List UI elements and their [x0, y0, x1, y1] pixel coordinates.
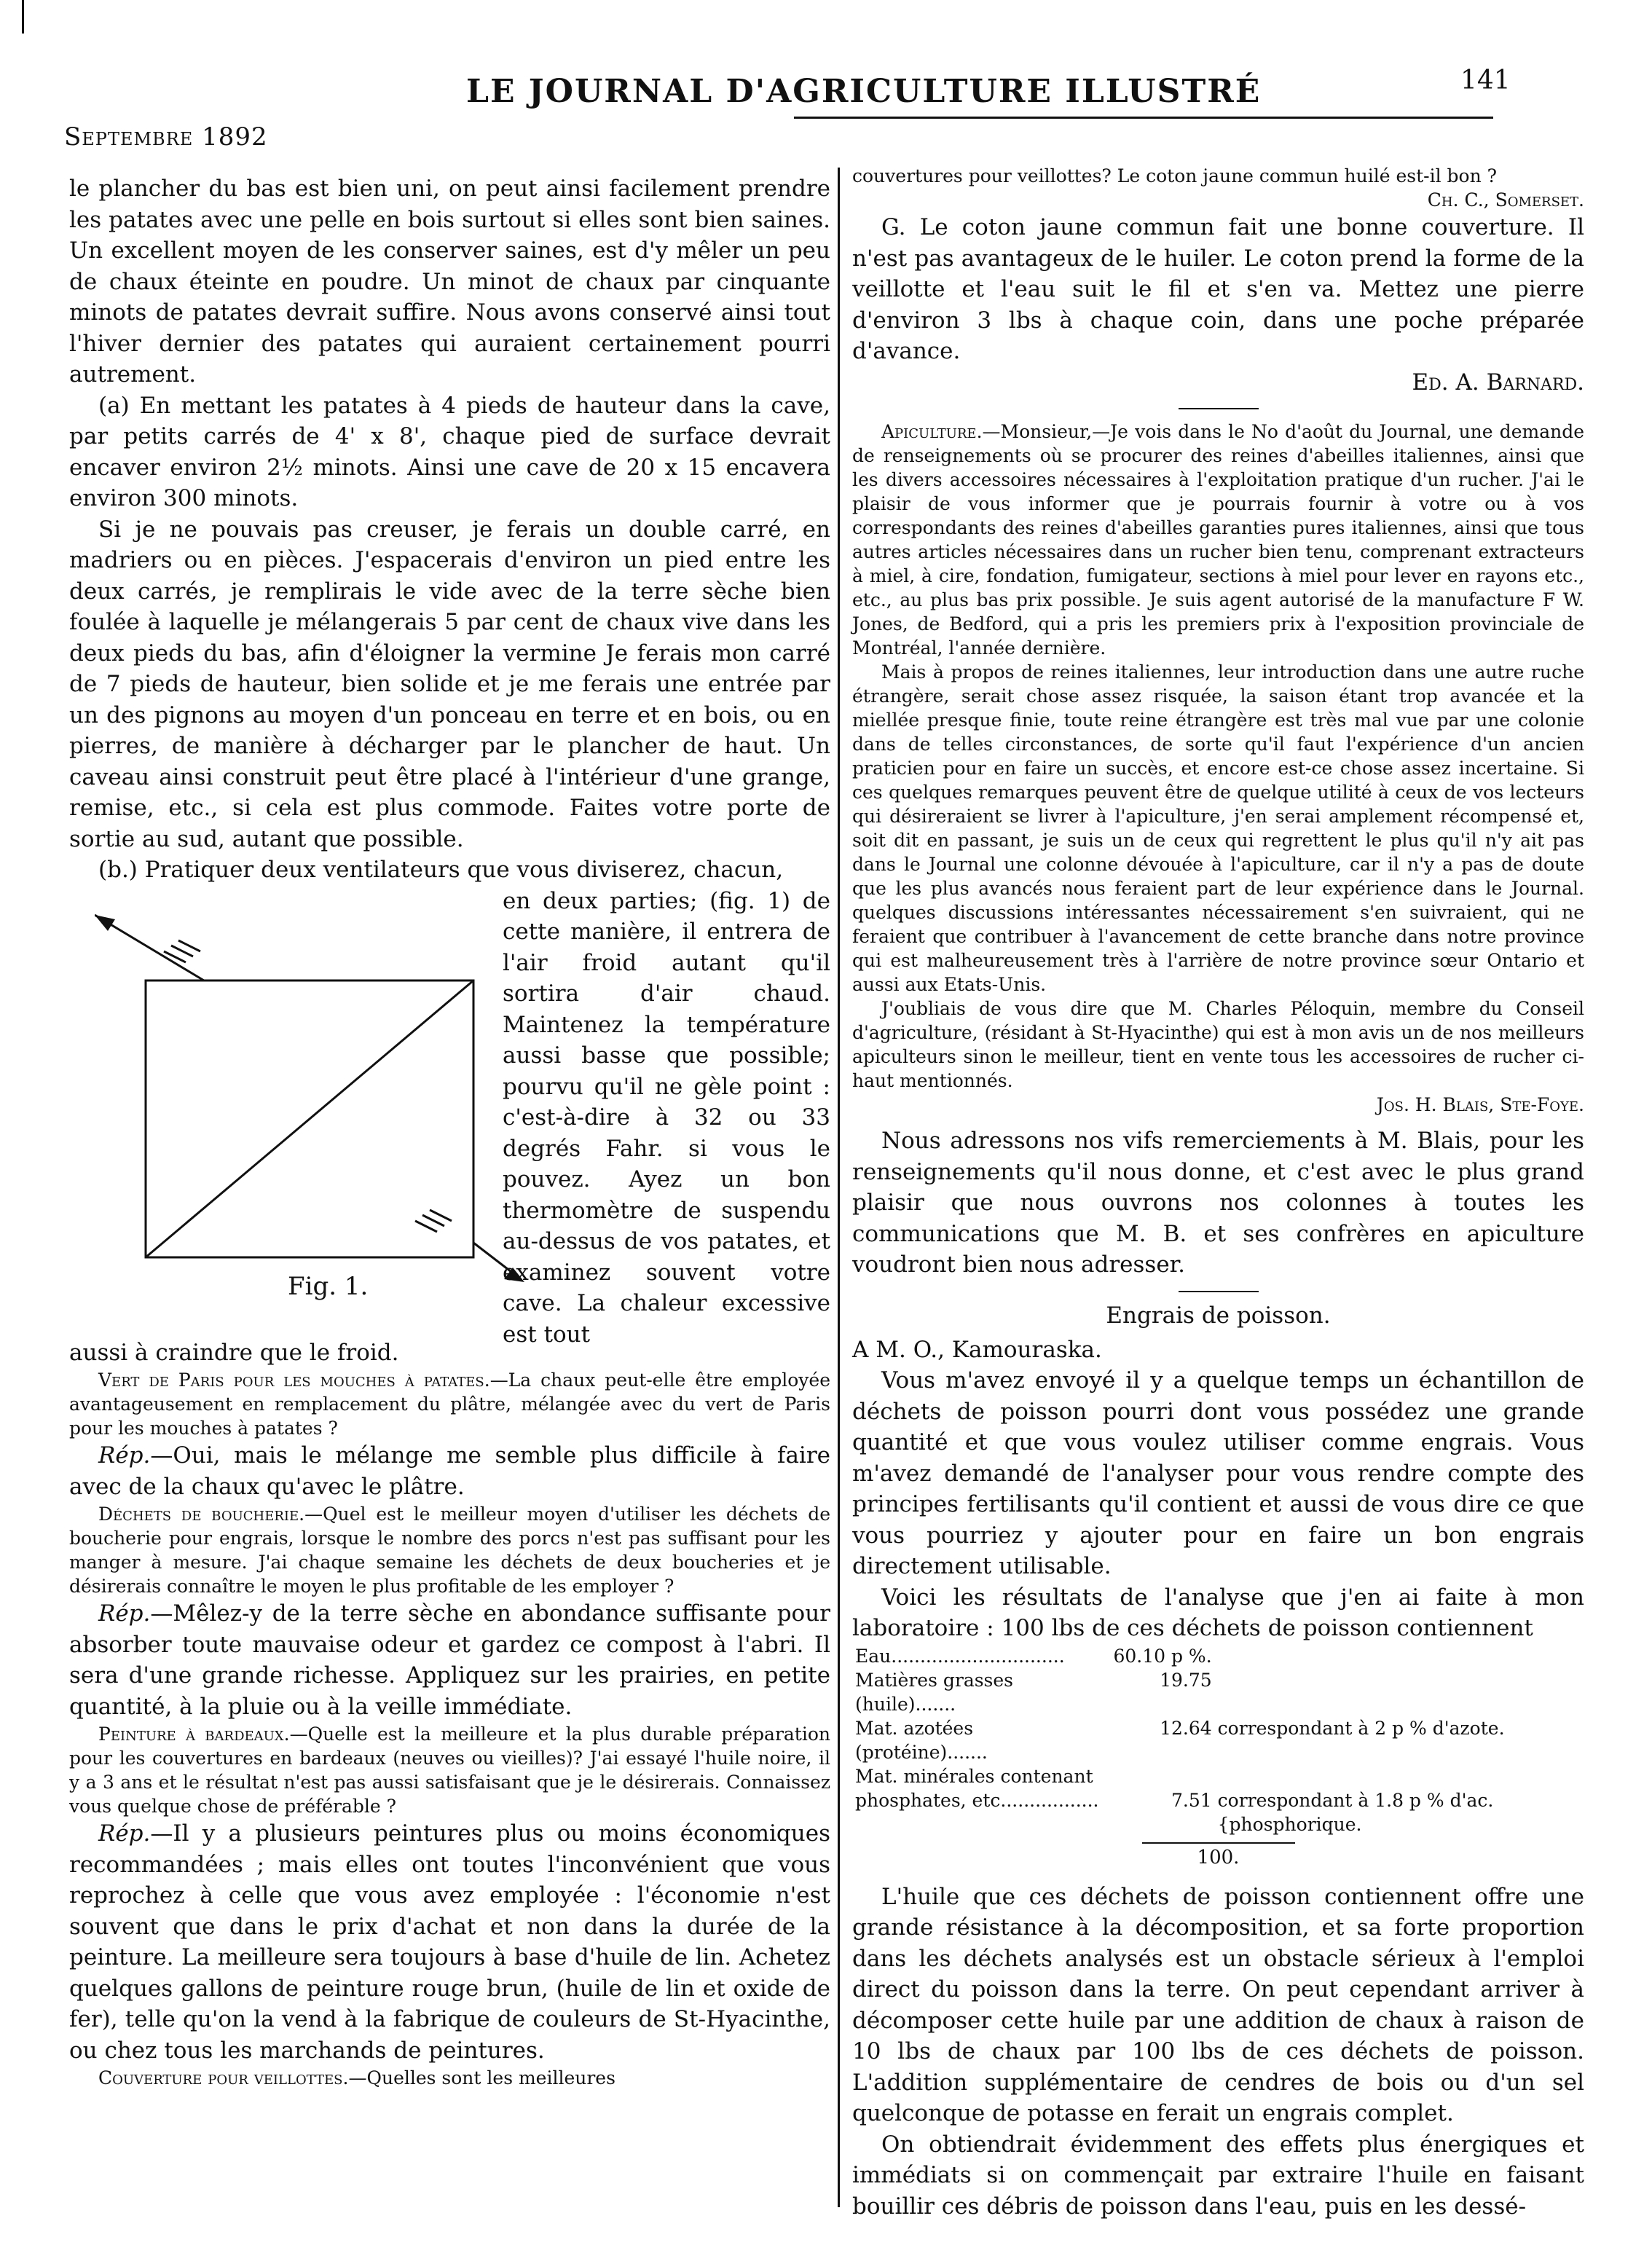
- analysis-note: [1215, 1668, 1584, 1716]
- analysis-value: 7.51: [1171, 1789, 1212, 1811]
- paragraph-potatoes-storage: le plancher du bas est bien uni, on peut ainsi facilement prendre les patates avec une pelle en bois surtout si elles sont bien saines. Un excellent moyen de les conserver saines, est d'y mêler un peu de chaux éteinte en poudre. Un minot de chaux par cinquante minots de patates devrait suffire. Nous avons conservé ainsi tout l'hiver dernier des patates qui auraient certainement pourri autrement.: [69, 176, 830, 388]
- analysis-note: [1215, 1644, 1584, 1668]
- question-signature: Ch. C., Somerset.: [1427, 189, 1584, 211]
- paragraph-note-b-wrap: en deux parties; (fig. 1) de cette manière, il entrera de l'air froid autant qu'il sortira d'air chaud. Maintenez la température aussi basse que possible; pourvu qu'il ne gèle point : c'est-à-dire à 32 ou 33 degrés Fahr. si vous le pouvez. Ayez un bon thermomètre de suspendu au-dessus de vos patates, et examinez souvent votre cave. La chaleur excessive est tout: [503, 887, 830, 1348]
- page-edge-mark: [22, 0, 24, 34]
- answer-body: —Mêlez-y de la terre sèche en abondance suffisante pour absorber toute mauvaise odeur et gardez ce compost à l'abri. Il sera d'une grande richesse. Appliquez sur les prairies, en petite quantité, à la pluie ou à la veille immédiate.: [69, 1600, 830, 1720]
- letter-apiculture-1: [852, 420, 1584, 660]
- section-title-engrais: Engrais de poisson.: [1106, 1302, 1331, 1329]
- answer-body: —Il y a plusieurs peintures plus ou moins économiques recommandées ; mais elles ont toutes l'inconvénient que vous reprochez à celle que vous avez employée : l'économie n'est souvent que dans le prix d'achat et non dans la durée de la peinture. La meilleure sera toujours à base d'huile de lin. Achetez quelques gallons de peinture rouge brun, (huile de lin et oxide de fer), telle qu'on la vend à la fabrique de couleurs de St-Hyacinthe, ou chez tous les marchands de peintures.: [69, 1820, 830, 2064]
- answer-couverture: G. Le coton jaune commun fait une bonne couverture. Il n'est pas avantageux de le huiler. Le coton prend la forme de la veillotte et l'eau suit le fil et s'en va. Mettez une pierre d'environ 3 lbs à chaque coin, dans une poche préparée d'avance.: [852, 214, 1584, 364]
- question-vert-de-paris: [69, 1368, 830, 1440]
- figure-caption: Fig. 1.: [288, 1271, 369, 1301]
- question-heading: Couverture pour veillottes.: [98, 2067, 349, 2088]
- answer-peinture-bardeaux: [69, 1818, 830, 2066]
- table-row: [852, 1716, 1584, 1764]
- question-couverture-continued: couvertures pour veillottes? Le coton jaune commun huilé est-il bon ?: [852, 165, 1498, 186]
- question-couverture-veillottes: [69, 2066, 830, 2090]
- analysis-label: Mat. minérales contenant: [855, 1765, 1093, 1787]
- paragraph-note-a: (a) En mettant les patates à 4 pieds de hauteur dans la cave, par petits carrés de 4' x 8', chaque pied de surface devrait encaver environ 2½ minots. Ainsi une cave de 20 x 15 encavera environ 300 minots.: [69, 392, 830, 511]
- answer-label: Rép.: [98, 1820, 151, 1847]
- answer-vert-de-paris: [69, 1440, 830, 1502]
- question-body: —Quelles sont les meilleures: [348, 2067, 615, 2088]
- ventilator-diagram: [95, 900, 546, 1294]
- separator-rule: [1179, 408, 1259, 409]
- question-heading: Peinture à bardeaux.: [98, 1724, 290, 1745]
- table-row: [852, 1668, 1584, 1716]
- answer-label: Rép.: [98, 1600, 151, 1627]
- analysis-value: 12.64: [1160, 1717, 1212, 1739]
- paragraph-fish-oil: L'huile que ces déchets de poisson contiennent offre une grande résistance à la décomposition, et sa forte proportion dans les déchets analysés est un obstacle sérieux à l'emploi direct du poisson dans la terre. On peut cependant arriver à décomposer cette huile par une addition de chaux à raison de 10 lbs de chaux par 100 lbs de ces déchets de poisson. L'addition supplémentaire de cendres de bois ou d'un sel quelconque de potasse en ferait un engrais complet.: [852, 1883, 1584, 2126]
- separator-rule: [1179, 1291, 1259, 1292]
- paragraph-note-b-start: (b.) Pratiquer deux ventilateurs que vous diviserez, chacun,: [98, 857, 784, 883]
- analysis-value: 60.10 p %.: [1113, 1645, 1212, 1667]
- header-date: Septembre 1892: [64, 122, 268, 152]
- page-number: 141: [1460, 66, 1511, 95]
- analysis-total: 100.: [1197, 1846, 1240, 1868]
- right-column: [852, 164, 1584, 2222]
- question-body: —Quel est le meilleur moyen d'utiliser les déchets de boucherie pour engrais, lorsque le nombre des porcs n'est pas suffisant pour les manger à mesure. J'ai chaque semaine les déchets de deux boucheries et je désirerais connaître le moyen le plus profitable de les employer ?: [69, 1504, 830, 1597]
- analysis-value: 19.75: [1160, 1669, 1212, 1691]
- answer-dechets-boucherie: [69, 1598, 830, 1722]
- left-column: [69, 173, 830, 2090]
- analysis-note: [1215, 1764, 1584, 1788]
- question-heading: Vert de Paris pour les mouches à patates.: [98, 1369, 490, 1391]
- question-body: —La chaux peut-elle être employée avantageusement en remplacement du plâtre, mélangée avec du vert de Paris pour les mouches à patates ?: [69, 1369, 831, 1439]
- table-row: [852, 1644, 1584, 1668]
- letter-apiculture-3: J'oubliais de vous dire que M. Charles Péloquin, membre du Conseil d'agriculture, (résidant à St-Hyacinthe) qui est à mon avis un de nos meilleurs apiculteurs sinon le meilleur, tient en vente tous les accessoires de rucher ci-haut mentionnés.: [852, 998, 1584, 1091]
- analysis-label: Eau..............................: [855, 1645, 1065, 1667]
- letter-apiculture-2: Mais à propos de reines italiennes, leur introduction dans une autre ruche étrangère, serait chose assez risquée, la saison étant trop avancée et la miellée presque finie, toute reine étrangère est très mal vue par une colonie dans de telles circonstances, de sorte qu'il faut l'expérience d'un ancien praticien pour en faire un succès, et encore est-ce chose assez incertaine. Si ces quelques remarques peuvent être de quelque utilité à ceux de vos lecteurs qui désireraient se livrer à l'apiculture, j'en serai amplement récompensé et, soit dit en passant, je suis un de ceux qui regrettent le plus qu'il n'y ait pas dans le Journal une colonne dévouée à l'apiculture, car il n'y a pas de doute que les plus avancés nous feraient part de leur expérience dans le Journal. quelques discussions intéressantes nécessairement s'en suivraient, qui ne feraient que contribuer à l'avancement de cette branche dans notre province qui est malheureusement très à l'arrière de notre province sœur Ontario et aussi aux Etats-Unis.: [852, 661, 1584, 995]
- analysis-note: correspondant à 2 p % d'azote.: [1217, 1717, 1505, 1739]
- total-rule: [1142, 1842, 1295, 1844]
- analysis-label: phosphates, etc.................: [855, 1789, 1099, 1811]
- question-peinture-bardeaux: [69, 1722, 830, 1818]
- analysis-value: [1110, 1764, 1214, 1788]
- analysis-note: correspondant à 1.8 p % d'ac. {phosphorique.: [1217, 1789, 1494, 1835]
- answer-signature: Ed. A. Barnard.: [1412, 369, 1584, 396]
- table-row: [852, 1764, 1584, 1788]
- paragraph-fish-request: Vous m'avez envoyé il y a quelque temps un échantillon de déchets de poisson pourri dont vous possédez une grande quantité et que vous voulez utiliser comme engrais. Vous m'avez demandé de l'analyser pour vous rendre compte des principes fertilisants qu'il contient et aussi de vous dire ce que vous pourriez y ajouter pour en faire un bon engrais directement utilisable.: [852, 1367, 1584, 1579]
- analysis-total-block: [852, 1842, 1584, 1868]
- analysis-label: Matières grasses (huile).......: [855, 1669, 1014, 1715]
- question-body: —Quelle est la meilleure et la plus durable préparation pour les couvertures en bardeaux (neuves ou vieilles)? J'ai essayé l'huile noire, il y a 3 ans et le résultat n'est pas aussi satisfaisant que je le désirerais. Connaissez vous quelque chose de préférable ?: [69, 1724, 830, 1817]
- analysis-label: Mat. azotées (protéine).......: [855, 1717, 988, 1763]
- header-rule: [794, 117, 1493, 119]
- paragraph-fish-extraction: On obtiendrait évidemment des effets plus énergiques et immédiats si on commençait par extraire l'huile en faisant bouillir ces débris de poisson dans l'eau, puis en les dessé-: [852, 2131, 1584, 2220]
- column-divider: [838, 168, 840, 2207]
- answer-body: —Oui, mais le mélange me semble plus difficile à faire avec de la chaux qu'avec le plâtre.: [69, 1442, 830, 1500]
- letter-signature: Jos. H. Blais, Ste-Foye.: [1376, 1094, 1584, 1115]
- paragraph-double-square: Si je ne pouvais pas creuser, je ferais un double carré, en madriers ou en pièces. J'espacerais d'environ un pied entre les deux carrés, je remplirais le vide avec de la terre sèche bien foulée à laquelle je mélangerais 5 par cent de chaux vive dans les deux pieds du bas, afin d'éloigner la vermine Je ferais mon carré de 7 pieds de hauteur, bien solide et je me ferais une entrée par un des pignons au moyen d'un ponceau en terre et en bois, ou en pierres, de manière à décharger par le plancher de haut. Un caveau ainsi construit peut être placé à l'intérieur d'une grange, remise, etc., si cela est plus commode. Faites votre porte de sortie au sud, autant que possible.: [69, 516, 830, 852]
- question-heading: Déchets de boucherie.: [98, 1504, 305, 1525]
- paragraph-thanks: Nous adressons nos vifs remerciements à M. Blais, pour les renseignements qu'il nous donne, et c'est avec le plus grand plaisir que nous ouvrons nos colonnes à toutes les communications que M. B. et ses confrères en apiculture voudront bien nous adresser.: [852, 1128, 1584, 1278]
- paragraph-fish-analysis-intro: Voici les résultats de l'analyse que j'en ai faite à mon laboratoire : 100 lbs de ces déchets de poisson contiennent: [852, 1584, 1584, 1641]
- question-dechets-boucherie: [69, 1502, 830, 1598]
- analysis-table: [852, 1644, 1584, 1836]
- table-row: [852, 1788, 1584, 1836]
- addressee: A M. O., Kamouraska.: [852, 1336, 1102, 1363]
- letter-heading: Apiculture.: [881, 421, 983, 442]
- figure-1-block: [69, 886, 830, 1348]
- paragraph-note-b-end: aussi à craindre que le froid.: [69, 1339, 399, 1366]
- answer-label: Rép.: [98, 1442, 151, 1469]
- letter-body: —Monsieur,—Je vois dans le No d'août du Journal, une demande de renseignements où se procurer des reines d'abeilles italiennes, ainsi que les divers accessoires nécessaires à l'exploitation pratique d'un rucher. J'ai le plaisir de vous informer que je pourrais fournir à votre ou à vos correspondants des reines d'abeilles garanties pures italiennes, ainsi que tous autres articles nécessaires dans un rucher bien tenu, comprenant extracteurs à miel, à cire, fondation, fumigateur, sections à miel pour lever en rayons etc., etc., au plus bas prix possible. Je suis agent autorisé de la manufacture F W. Jones, de Bedford, qui a pris les premiers prix à l'exposition provinciale de Montréal, l'année dernière.: [852, 421, 1584, 659]
- journal-title: LE JOURNAL D'AGRICULTURE ILLUSTRÉ: [466, 73, 1262, 110]
